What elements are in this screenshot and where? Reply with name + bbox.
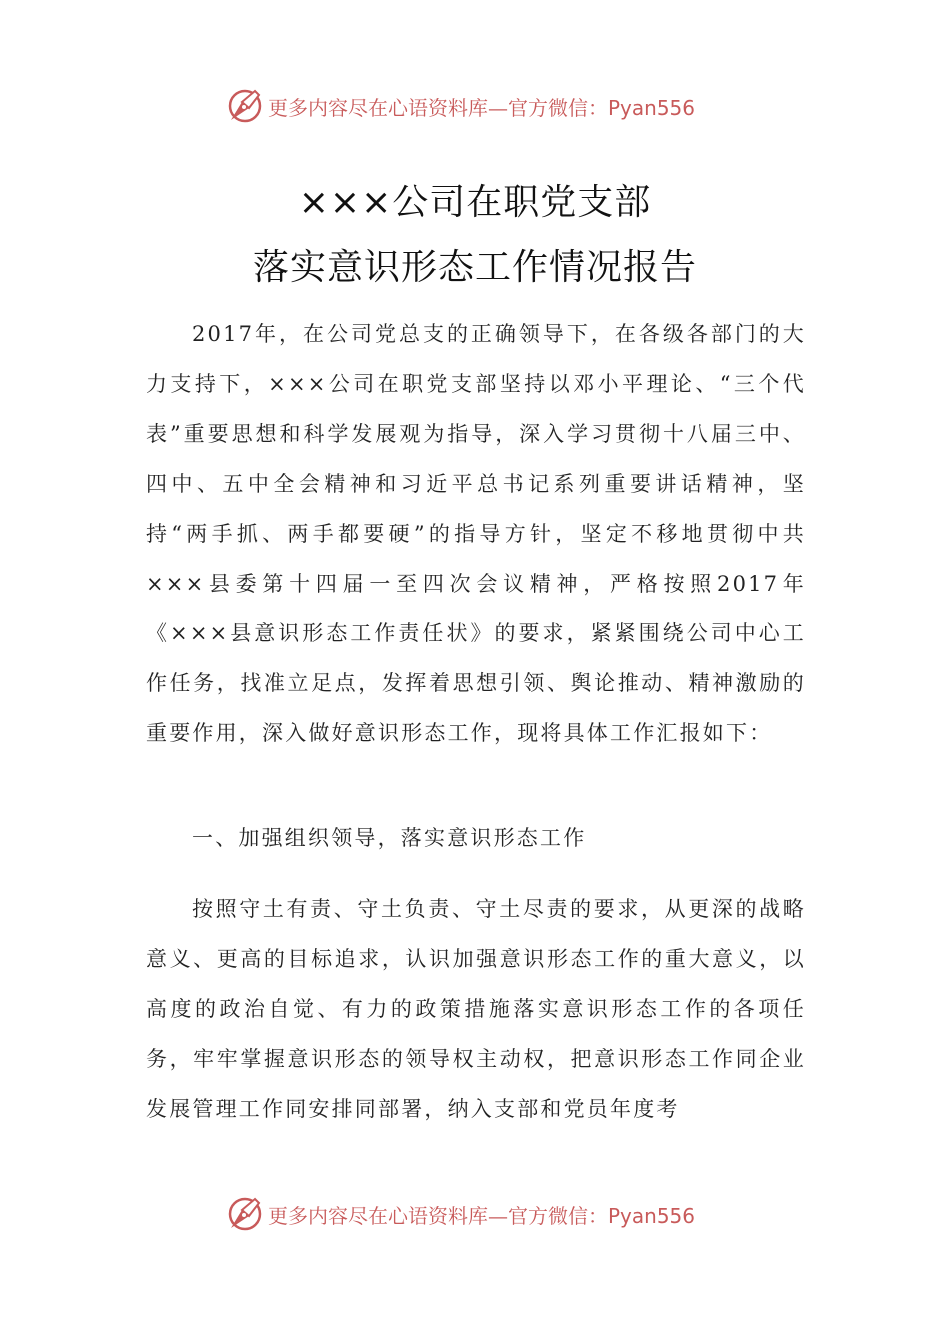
watermark-text (268, 1200, 695, 1229)
body-paragraph-2: 按照守土有责、守土负责、守土尽责的要求，从更深的战略意义、更高的目标追求，认识加强意识形态工作的重大意义，以高度的政治自觉、有力的政策措施落实意识形态工作的各项任务，牢牢掌握意识形态的领导权主动权，把意识形态工作同企业发展管理工作同安排同部署，纳入支部和党员年度考 (146, 897, 806, 1121)
watermark-handle: Pyan556 (608, 96, 696, 120)
page-title-line2: 落实意识形态工作情况报告 (252, 247, 697, 288)
watermark-wechat-label: 官方微信： (508, 1204, 608, 1228)
watermark-separator: — (488, 96, 508, 120)
section-heading-1: 一、加强组织领导，落实意识形态工作 (192, 826, 587, 850)
body-paragraph-1: 2017年，在公司党总支的正确领导下，在各级各部门的大力支持下，×××公司在职党支部坚持以邓小平理论、“三个代表”重要思想和科学发展观为指导，深入学习贯彻十八届三中、四中、五中全会精神和习近平总书记系列重要讲话精神，坚持“两手抓、两手都要硬”的指导方针，坚定不移地贯彻中共×××县委第十四届一至四次会议精神，严格按照2017年《×××县意识形态工作责任状》的要求，紧紧围绕公司中心工作任务，找准立足点，发挥着思想引领、舆论推动、精神激励的重要作用，深入做好意识形态工作，现将具体工作汇报如下： (146, 322, 806, 746)
watermark-text (268, 92, 695, 121)
watermark-separator: — (488, 1204, 508, 1228)
watermark-site-name: 更多内容尽在心语资料库 (268, 96, 488, 120)
page-title-line1: ×××公司在职党支部 (298, 182, 652, 223)
pen-nib-icon (225, 86, 265, 126)
watermark-wechat-label: 官方微信： (508, 96, 608, 120)
watermark-handle: Pyan556 (608, 1204, 696, 1228)
watermark-site-name: 更多内容尽在心语资料库 (268, 1204, 488, 1228)
watermark-banner-bottom (0, 1188, 950, 1238)
pen-nib-icon (225, 1194, 265, 1234)
watermark-banner-top (0, 80, 950, 130)
